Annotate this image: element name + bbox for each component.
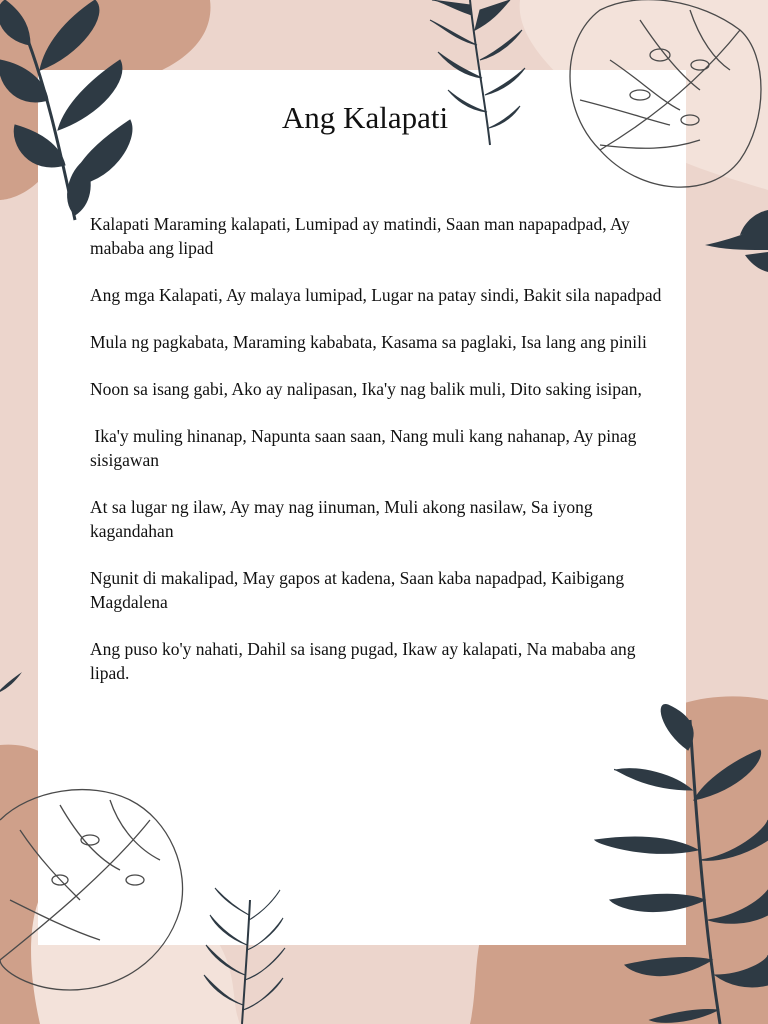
stanza-2: Ang mga Kalapati, Ay malaya lumipad, Lugar na patay sindi, Bakit sila napadpad — [90, 285, 662, 305]
page-title: Ang Kalapati — [281, 100, 449, 135]
stanza-4: Noon sa isang gabi, Ako ay nalipasan, Ika'y nag balik muli, Dito saking isipan, — [90, 379, 642, 399]
stanza-8: Ang puso ko'y nahati, Dahil sa isang pugad, Ikaw ay kalapati, Na mababa ang lipad. — [90, 639, 640, 683]
stanza-6: At sa lugar ng ilaw, Ay may nag iinuman, Muli akong nasilaw, Sa iyong kagandahan — [90, 497, 597, 541]
stanza-3: Mula ng pagkabata, Maraming kababata, Kasama sa paglaki, Isa lang ang pinili — [90, 332, 647, 352]
stanza-5: Ika'y muling hinanap, Napunta saan saan, Nang muli kang nahanap, Ay pinag sisigawan — [90, 426, 641, 470]
poem-body — [90, 212, 678, 708]
stanza-7: Ngunit di makalipad, May gapos at kadena, Saan kaba napadpad, Kaibigang Magdalena — [90, 568, 629, 612]
stanza-1: Kalapati Maraming kalapati, Lumipad ay matindi, Saan man napapadpad, Ay mababa ang lipad — [90, 214, 635, 258]
